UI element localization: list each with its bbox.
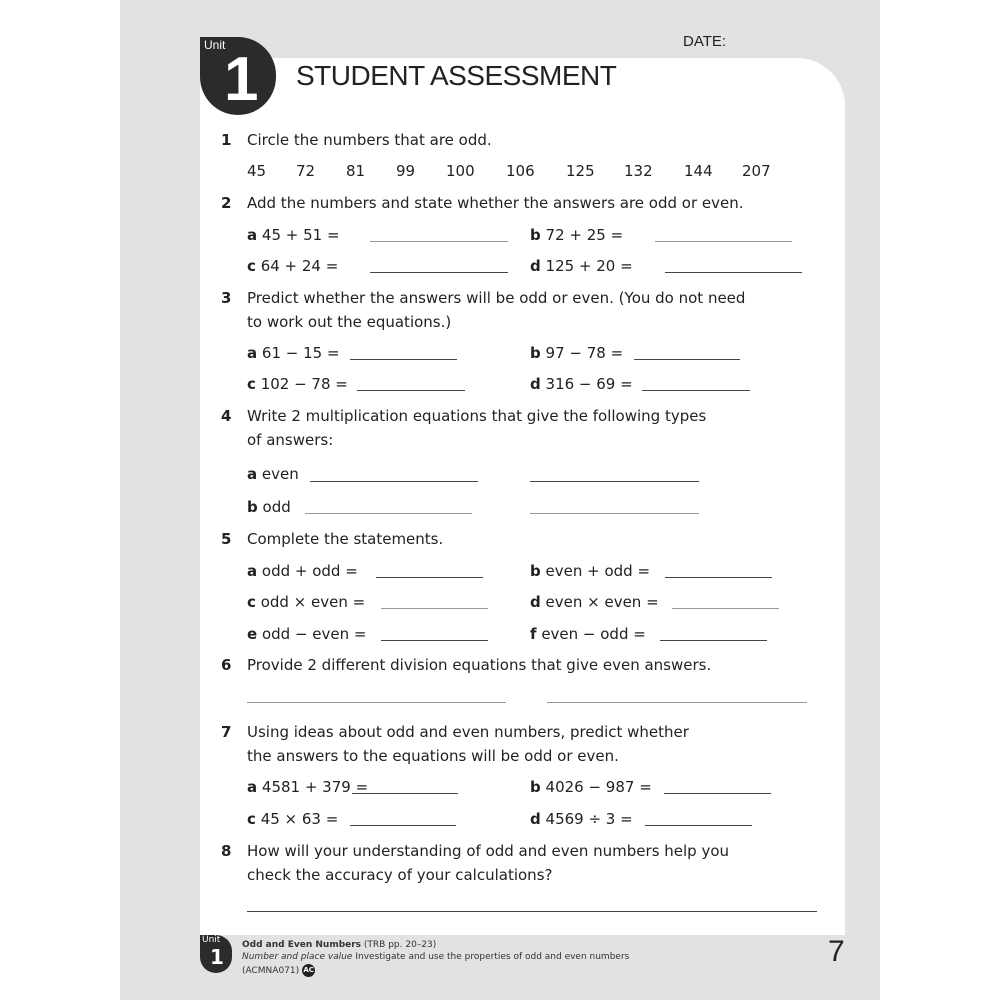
answer-line[interactable] <box>381 640 488 641</box>
item-expression: 45 × 63 = <box>260 810 339 828</box>
footer-topic: Odd and Even Numbers <box>242 940 362 950</box>
item-label <box>247 625 366 643</box>
item-expression: 316 − 69 = <box>545 375 633 393</box>
item-expression: odd × even = <box>260 593 366 611</box>
question-number: 6 <box>221 656 232 674</box>
item-letter: f <box>530 625 537 643</box>
answer-line[interactable] <box>655 241 792 242</box>
item-label <box>530 778 652 796</box>
question-number: 8 <box>221 842 232 860</box>
question-text: Provide 2 different division equations that give even answers. <box>247 656 712 674</box>
item-expression: 125 + 20 = <box>545 257 633 275</box>
item-expression: 102 − 78 = <box>260 375 348 393</box>
item-letter: b <box>530 778 541 796</box>
answer-line[interactable] <box>310 481 478 482</box>
answer-line[interactable] <box>350 825 456 826</box>
item-letter: d <box>530 375 541 393</box>
answer-line[interactable] <box>352 793 458 794</box>
item-label <box>247 810 338 828</box>
item-letter: d <box>530 593 541 611</box>
item-label <box>247 226 340 244</box>
number-item: 207 <box>742 162 771 180</box>
item-letter: d <box>530 257 541 275</box>
item-label <box>247 498 291 516</box>
item-letter: a <box>247 344 258 362</box>
item-label <box>247 344 340 362</box>
footer-unit-badge <box>200 935 232 973</box>
item-expression: odd <box>262 498 291 516</box>
item-label <box>247 593 365 611</box>
item-letter: c <box>247 257 256 275</box>
item-expression: even <box>261 465 299 483</box>
number-item: 45 <box>247 162 267 180</box>
number-item: 81 <box>346 162 366 180</box>
question-text: of answers: <box>247 431 334 449</box>
item-letter: c <box>247 593 256 611</box>
item-label <box>247 778 368 796</box>
unit-number: 1 <box>224 45 259 114</box>
item-expression: even + odd = <box>545 562 651 580</box>
question-text: to work out the equations.) <box>247 313 452 331</box>
content-panel <box>200 58 845 935</box>
question-text: Circle the numbers that are odd. <box>247 131 492 149</box>
question-text: Write 2 multiplication equations that give the following types <box>247 407 707 425</box>
date-label: DATE: <box>683 33 727 50</box>
footer-strand: Number and place value <box>242 952 353 962</box>
footer-ref: (TRB pp. 20–23) <box>363 940 437 950</box>
unit-badge <box>200 37 276 115</box>
item-label <box>247 562 358 580</box>
answer-line[interactable] <box>665 577 772 578</box>
question-number: 5 <box>221 530 232 548</box>
item-expression: even − odd = <box>541 625 646 643</box>
item-expression: 72 + 25 = <box>545 226 624 244</box>
footer-unit-number: 1 <box>210 945 224 969</box>
answer-line[interactable] <box>247 911 817 912</box>
number-item: 99 <box>396 162 416 180</box>
item-letter: a <box>247 562 258 580</box>
item-expression: 64 + 24 = <box>260 257 339 275</box>
number-item: 100 <box>446 162 475 180</box>
item-label <box>247 375 348 393</box>
ac-badge-icon: AC <box>302 964 315 977</box>
item-letter: b <box>530 226 541 244</box>
question-text: check the accuracy of your calculations? <box>247 866 553 884</box>
item-label <box>530 257 633 275</box>
item-expression: 4026 − 987 = <box>545 778 652 796</box>
answer-line[interactable] <box>305 513 472 514</box>
item-letter: b <box>530 344 541 362</box>
question-number: 2 <box>221 194 232 212</box>
answer-line[interactable] <box>547 702 807 703</box>
question-text: Add the numbers and state whether the answers are odd or even. <box>247 194 744 212</box>
item-letter: d <box>530 810 541 828</box>
answer-line[interactable] <box>660 640 767 641</box>
answer-line[interactable] <box>247 702 506 703</box>
answer-line[interactable] <box>381 608 488 609</box>
answer-line[interactable] <box>376 577 483 578</box>
item-letter: c <box>247 375 256 393</box>
answer-line[interactable] <box>665 272 802 273</box>
question-number: 7 <box>221 723 232 741</box>
question-text: How will your understanding of odd and even numbers help you <box>247 842 730 860</box>
item-label <box>530 344 623 362</box>
footer-unit-label: Unit <box>202 935 221 945</box>
item-label <box>530 562 650 580</box>
page-title: STUDENT ASSESSMENT <box>296 60 617 91</box>
item-expression: odd − even = <box>261 625 367 643</box>
item-letter: b <box>247 498 258 516</box>
item-letter: b <box>530 562 541 580</box>
item-label <box>247 257 338 275</box>
answer-line[interactable] <box>642 390 750 391</box>
answer-line[interactable] <box>370 241 508 242</box>
item-letter: c <box>247 810 256 828</box>
question-text: Predict whether the answers will be odd or even. (You do not need <box>247 289 746 307</box>
item-expression: odd + odd = <box>261 562 358 580</box>
item-label <box>530 375 633 393</box>
question-number: 4 <box>221 407 232 425</box>
answer-line[interactable] <box>634 359 740 360</box>
number-item: 132 <box>624 162 653 180</box>
answer-line[interactable] <box>530 513 699 514</box>
item-letter: e <box>247 625 258 643</box>
footer-code: (ACMNA071) <box>242 966 300 976</box>
item-expression: 4581 + 379 = <box>261 778 369 796</box>
question-text: Complete the statements. <box>247 530 444 548</box>
item-expression: 61 − 15 = <box>261 344 340 362</box>
item-expression: 45 + 51 = <box>261 226 340 244</box>
item-label <box>247 465 299 483</box>
answer-line[interactable] <box>357 390 465 391</box>
answer-line[interactable] <box>664 793 771 794</box>
item-label <box>530 226 623 244</box>
item-label <box>530 810 633 828</box>
item-letter: a <box>247 226 258 244</box>
answer-line[interactable] <box>672 608 779 609</box>
item-label <box>530 593 659 611</box>
number-item: 125 <box>566 162 595 180</box>
item-expression: even × even = <box>545 593 659 611</box>
item-label <box>530 625 646 643</box>
item-expression: 97 − 78 = <box>545 344 624 362</box>
question-number: 1 <box>221 131 232 149</box>
number-item: 72 <box>296 162 316 180</box>
question-number: 3 <box>221 289 232 307</box>
answer-line[interactable] <box>645 825 752 826</box>
item-letter: a <box>247 778 258 796</box>
footer-description: Investigate and use the properties of odd and even numbers <box>355 952 630 962</box>
unit-label: Unit <box>204 38 226 52</box>
item-letter: a <box>247 465 258 483</box>
number-item: 106 <box>506 162 535 180</box>
answer-line[interactable] <box>370 272 508 273</box>
answer-line[interactable] <box>530 481 699 482</box>
question-text: Using ideas about odd and even numbers, predict whether <box>247 723 689 741</box>
number-item: 144 <box>684 162 713 180</box>
item-expression: 4569 ÷ 3 = <box>545 810 633 828</box>
question-text: the answers to the equations will be odd or even. <box>247 747 619 765</box>
page-number: 7 <box>828 935 845 968</box>
answer-line[interactable] <box>350 359 457 360</box>
